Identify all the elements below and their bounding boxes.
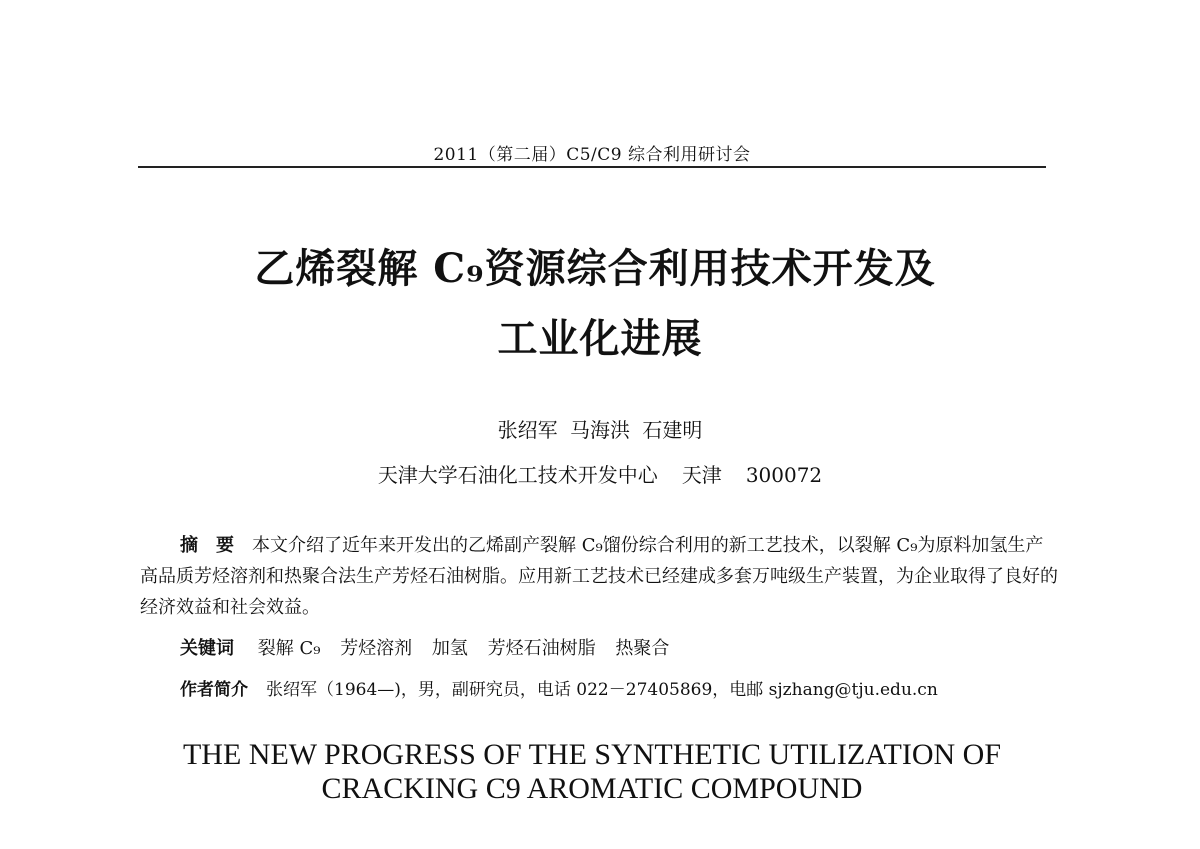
- paper-title-line-1: 乙烯裂解 C₉资源综合利用技术开发及: [254, 245, 936, 292]
- abstract-paragraph: [140, 530, 1058, 623]
- paper-title-line-2: 工业化进展: [497, 315, 703, 362]
- author-bio-text: 张绍军（1964—)，男，副研究员，电话 022－27405869，电邮 sjzhang@tju.edu.cn: [266, 680, 938, 700]
- keyword: 裂解 C₉: [257, 638, 321, 659]
- keyword: 芳烃溶剂: [340, 638, 413, 659]
- author-name: 马海洪: [570, 418, 630, 442]
- keywords-row: [180, 634, 683, 660]
- affiliation-postcode: 300072: [745, 463, 823, 487]
- keyword: 芳烃石油树脂: [487, 638, 596, 659]
- author-name: 张绍军: [497, 418, 558, 442]
- header-rule: [138, 166, 1046, 168]
- english-title-line-2: CRACKING C9 AROMATIC COMPOUND: [321, 772, 863, 805]
- abstract-text: 本文介绍了近年来开发出的乙烯副产裂解 C₉馏份综合利用的新工艺技术，以裂解 C₉为原料加氢生产高品质芳烃溶剂和热聚合法生产芳烃石油树脂。应用新工艺技术已经建成多套万吨级生产装置，为企业取得了良好的经济效益和社会效益。: [140, 535, 1058, 618]
- author-list: [0, 414, 1200, 443]
- conference-header: 2011（第二届）C5/C9 综合利用研讨会: [433, 145, 751, 165]
- affiliation-org: 天津大学石油化工技术开发中心: [377, 463, 658, 487]
- abstract-label: 摘 要: [180, 535, 234, 556]
- author-name: 石建明: [642, 418, 703, 442]
- author-bio-label: 作者简介: [180, 680, 248, 700]
- keyword: 热聚合: [615, 638, 670, 659]
- keywords-label: 关键词: [180, 638, 234, 659]
- english-title-line-1: THE NEW PROGRESS OF THE SYNTHETIC UTILIZATION OF: [182, 738, 1002, 771]
- affiliation: [0, 459, 1200, 488]
- affiliation-city: 天津: [681, 463, 722, 487]
- author-bio-row: [180, 675, 938, 700]
- keyword: 加氢: [431, 638, 468, 659]
